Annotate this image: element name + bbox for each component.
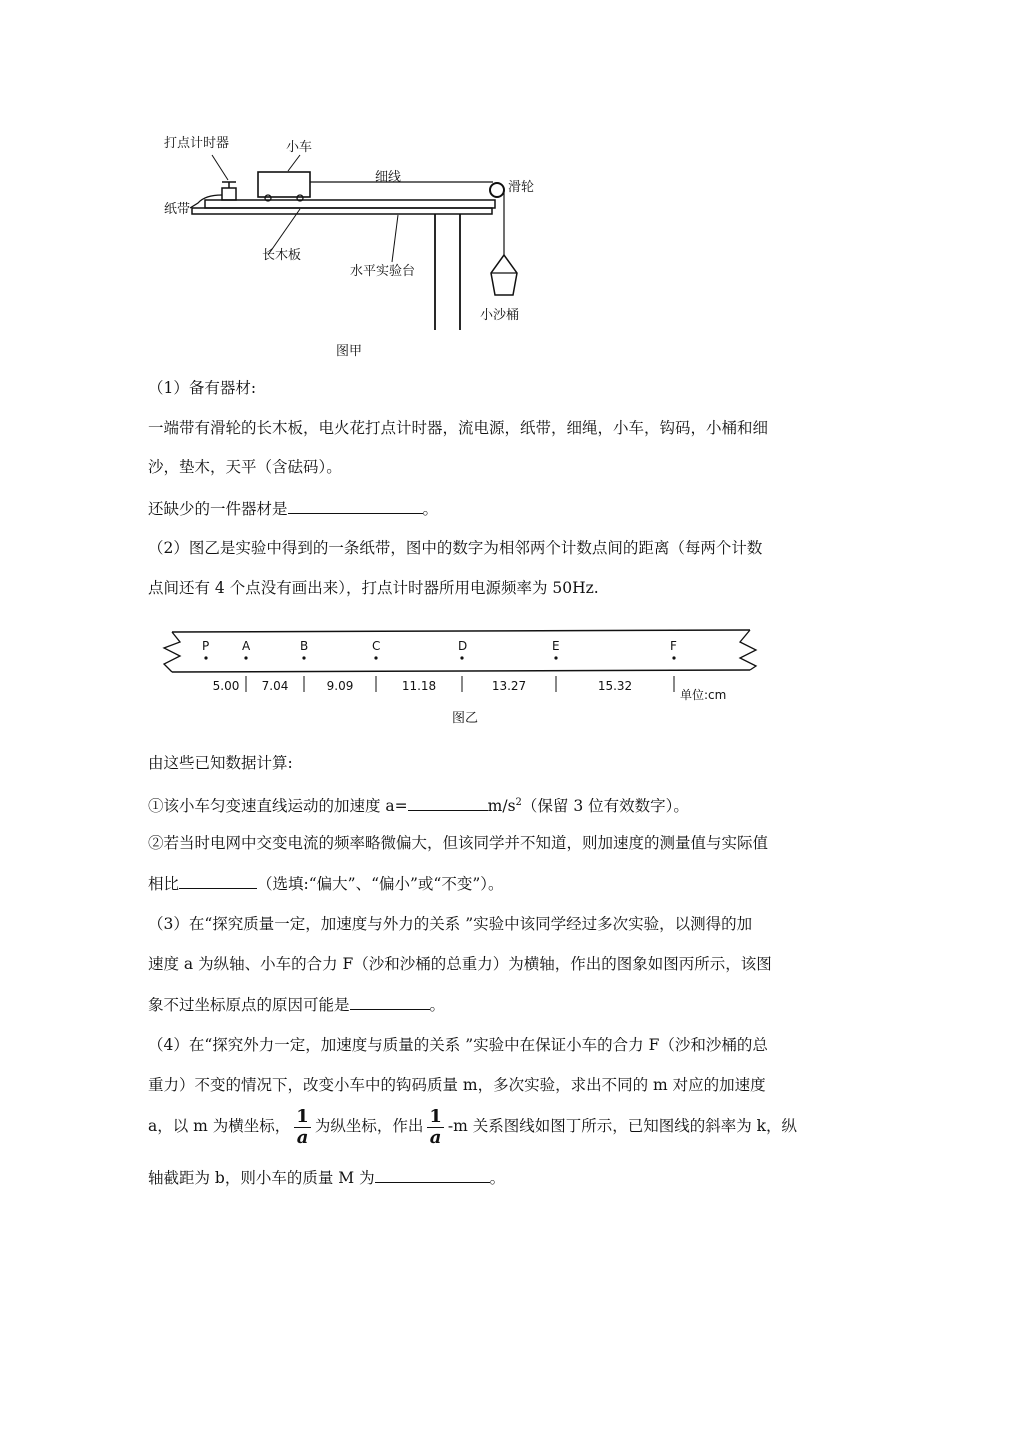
label-pulley: 滑轮 [508,180,535,195]
tape-distance-label: 9.09 [326,679,354,693]
sand-bucket [491,255,517,295]
s2-prompt: 相比 [148,875,180,893]
answer-blank-mass[interactable] [375,1166,490,1183]
q3-line3 [148,993,445,1016]
tape-unit: 单位:cm [680,688,727,702]
tape-distance-label: 5.00 [212,679,240,693]
q4-line4 [148,1166,505,1189]
tape-point-label: C [372,639,381,653]
label-board: 长木板 [262,248,302,263]
timer-body [222,188,236,200]
cart-body [258,172,310,197]
q1-title: （1）备有器材: [148,379,257,397]
q4-prompt-b: 为纵坐标，作出 [314,1117,424,1135]
tape-point-dot [374,656,377,659]
tape-point-label: A [242,639,251,653]
figure-caption-jia: 图甲 [336,344,363,359]
tape-point-dot [460,656,463,659]
q2-line2: 点间还有 4 个点没有画出来），打点计时器所用电源频率为 50Hz. [148,579,599,597]
q1-line3 [148,497,438,520]
q1-missing-prompt: 还缺少的一件器材是 [148,500,288,518]
tape-distance-label: 7.04 [261,679,289,693]
q1-end: 。 [422,500,439,518]
q4-line3 [148,1104,797,1148]
calc-s1 [148,792,689,817]
q3-line2: 速度 a 为纵轴、小车的合力 F（沙和沙桶的总重力）为横轴，作出的图象如图丙所示，该图 [148,955,772,973]
label-tape: 纸带 [164,202,191,217]
answer-blank-accel[interactable] [408,794,488,811]
s1-prompt: ①该小车匀变速直线运动的加速度 a= [148,797,408,816]
calc-s2-line1: ②若当时电网中交变电流的频率略微偏大，但该同学并不知道，则加速度的测量值与实际值 [148,834,769,852]
tape-point-dot [302,656,305,659]
long-board [205,200,495,208]
label-cart: 小车 [286,140,313,155]
paper-tape [190,195,222,208]
tape-distance-label: 13.27 [491,679,527,693]
label-string: 细线 [375,170,402,185]
tape-point-label: D [458,639,468,653]
label-bucket: 小沙桶 [480,308,520,323]
tape-point-dot [672,656,675,659]
fraction-1-over-a-2: $\frac{1}{a}$ [429,1105,442,1148]
tape-point-dot [244,656,247,659]
q4-prompt-a: a，以 m 为横坐标， [148,1117,291,1135]
calc-intro: 由这些已知数据计算: [148,754,293,772]
q3-prompt: 象不过坐标原点的原因可能是 [148,996,350,1014]
q3-line1: （3）在“探究质量一定，加速度与外力的关系 ”实验中该同学经过多次实验，以测得的加 [148,915,753,933]
tape-point-label: P [202,639,210,653]
tape-point-label: F [670,639,677,653]
tape-point-label: B [300,639,309,653]
q2-line1: （2）图乙是实验中得到的一条纸带，图中的数字为相邻两个计数点间的距离（每两个计数 [148,539,763,557]
apparatus-diagram [150,125,550,365]
q4-prompt-d: 轴截距为 b，则小车的质量 M 为 [148,1169,375,1187]
calc-s2-line2 [148,872,504,895]
q4-line1: （4）在“探究外力一定，加速度与质量的关系 ”实验中在保证小车的合力 F（沙和沙桶的总 [148,1036,768,1054]
tape-point-label: E [552,639,560,653]
q3-end: 。 [429,996,446,1014]
q4-end: 。 [489,1169,506,1187]
q4-line2: 重力）不变的情况下，改变小车中的钩码质量 m，多次实验，求出不同的 m 对应的加速度 [148,1076,766,1094]
s1-note: （保留 3 位有效数字）。 [521,797,689,816]
q4-prompt-c: -m 关系图线如图丁所示，已知图线的斜率为 k，纵 [447,1117,798,1135]
tape-distance-label: 15.32 [597,679,633,693]
figure-caption-yi: 图乙 [452,711,479,726]
label-timer: 打点计时器 [164,136,230,151]
table-top [192,208,492,214]
tape-point-dot [554,656,557,659]
tape-distance-label: 11.18 [401,679,437,693]
label-table: 水平实验台 [350,264,416,279]
s1-unit-exp: 2 [515,797,522,808]
q1-line1: 一端带有滑轮的长木板，电火花打点计时器，流电源，纸带，细绳，小车，钩码，小桶和细 [148,419,769,437]
tape-point-dot [204,656,207,659]
answer-blank-1[interactable] [288,497,423,514]
pulley [490,183,504,197]
s1-unit: m/s [487,797,516,816]
fraction-1-over-a: $\frac{1}{a}$ [296,1105,309,1148]
paper-tape-diagram [150,620,770,730]
s2-options: （选填:“偏大”、“偏小”或“不变”）。 [257,875,504,893]
answer-blank-compare[interactable] [179,872,257,889]
q1-line2: 沙，垫木，天平（含砝码）。 [148,458,342,476]
answer-blank-origin[interactable] [350,993,430,1010]
